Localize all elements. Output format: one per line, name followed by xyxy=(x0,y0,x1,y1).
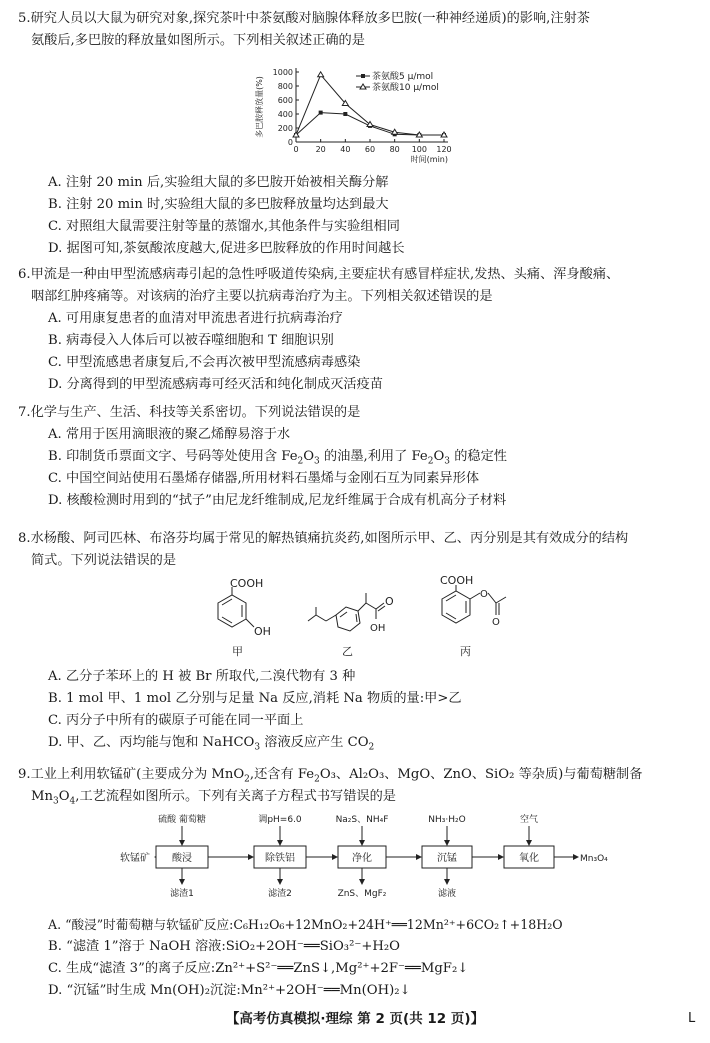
q9-option-c: C. 生成“滤渣 3”的离子反应:Zn²⁺+S²⁻══ZnS↓,Mg²⁺+2F⁻══MgF₂↓ xyxy=(48,961,469,976)
q5-option-d: D. 据图可知,茶氨酸浓度越大,促进多巴胺释放的作用时间越长 xyxy=(48,241,405,256)
q6-option-c: C. 甲型流感患者康复后,不会再次被甲型流感病毒感染 xyxy=(48,355,361,370)
page-mark: L xyxy=(688,1011,696,1026)
bing-label: 丙 xyxy=(460,645,471,658)
question-8 xyxy=(18,528,700,572)
data-point-square xyxy=(319,111,323,115)
flow-reagent-label: Na₂S、NH₄F xyxy=(335,815,389,825)
bing-o2-text: O xyxy=(492,617,500,628)
flow-reagent-label: NH₃·H₂O xyxy=(428,815,466,825)
y-tick-label: 1000 xyxy=(272,68,293,77)
x-tick-label: 0 xyxy=(293,145,299,154)
flow-step-label: 沉锰 xyxy=(437,853,457,864)
legend-label: 茶氨酸5 μ/mol xyxy=(372,72,434,82)
q9-option-a: A. “酸浸”时葡萄糖与软锰矿反应:C₆H₁₂O₆+12MnO₂+24H⁺══12Mn²⁺+6CO₂↑+18H₂O xyxy=(48,917,563,932)
q6-option-d: D. 分离得到的甲型流感病毒可经灭活和纯化制成灭活疫苗 xyxy=(48,377,383,392)
q8-option-b: B. 1 mol 甲、1 mol 乙分别与足量 Na 反应,消耗 Na 物质的量:甲>乙 xyxy=(48,691,462,706)
data-point-triangle xyxy=(318,72,324,77)
jia-label: 甲 xyxy=(232,645,243,658)
q7-stem: 7.化学与生产、生活、科技等关系密切。下列说法错误的是 xyxy=(18,405,361,420)
q7-option-b: B. 印制货币票面文字、号码等处使用含 $Fe_2O_3$ 的油墨,利用了 $Fe_2O_3$ 的稳定性 xyxy=(48,449,507,467)
flow-product-label: Mn₃O₄ xyxy=(580,854,608,864)
legend-label: 茶氨酸10 μ/mol xyxy=(372,83,439,93)
q8-option-d: D. 甲、乙、丙均能与饱和 NaHCO$_3$ 溶液反应产生 $CO_2$ xyxy=(48,735,375,753)
q7-option-c: C. 中国空间站使用石墨烯存储器,所用材料石墨烯与金刚石互为同素异形体 xyxy=(48,471,480,486)
jia-cooh-text: COOH xyxy=(230,577,264,590)
x-tick-label: 40 xyxy=(340,145,351,154)
y-tick-label: 200 xyxy=(277,124,293,133)
q5-stem-line2: 氨酸后,多巴胺的释放量如图所示。下列相关叙述正确的是 xyxy=(31,33,365,48)
molecule-jia xyxy=(218,587,254,627)
flow-reagent-label: 硫酸 葡萄糖 xyxy=(158,815,206,825)
y-axis-label: 多巴胺释放量(%) xyxy=(255,76,264,138)
q9-stem-line2: $Mn_3O_4$,工艺流程如图所示。下列有关离子方程式书写错误的是 xyxy=(31,789,396,807)
q6-stem-line2: 咽部红肿疼痛等。对该病的治疗主要以抗病毒治疗为主。下列相关叙述错误的是 xyxy=(31,289,493,304)
q9-stem-line1: 9.工业上利用软锰矿(主要成分为 MnO$_2$,还含有 $Fe_2O_3$、Al₂O₃、MgO、ZnO、SiO₂ 等杂质)与葡萄糖制备 xyxy=(18,767,643,785)
q7-option-a: A. 常用于医用滴眼液的聚乙烯醇易溶于水 xyxy=(48,427,291,442)
yi-label: 乙 xyxy=(342,645,353,658)
flow-waste-label: 滤渣1 xyxy=(170,889,194,899)
flow-step-label: 氧化 xyxy=(519,853,539,864)
data-point-square xyxy=(343,112,347,116)
x-tick-label: 100 xyxy=(411,145,427,154)
x-tick-label: 60 xyxy=(364,145,376,154)
q9-options xyxy=(18,914,700,1002)
q5-option-b: B. 注射 20 min 时,实验组大鼠的多巴胺释放量均达到最大 xyxy=(48,197,389,212)
question-5 xyxy=(18,8,700,52)
process-flow-diagram xyxy=(118,812,608,912)
y-tick-label: 800 xyxy=(277,82,293,91)
q9-option-d: D. “沉锰”时生成 Mn(OH)₂沉淀:Mn²⁺+2OH⁻══Mn(OH)₂↓ xyxy=(48,983,411,998)
molecule-structures xyxy=(190,575,530,663)
q5-stem-line1: 5.研究人员以大鼠为研究对象,探究茶叶中茶氨酸对脑腺体释放多巴胺(一种神经递质)的影响,注射茶 xyxy=(18,11,590,26)
flow-input-label: 软锰矿 xyxy=(120,853,150,864)
q7-option-d: D. 核酸检测时用到的“拭子”由尼龙纤维制成,尼龙纤维属于合成有机高分子材料 xyxy=(48,493,507,508)
q6-stem-line1: 6.甲流是一种由甲型流感病毒引起的急性呼吸道传染病,主要症状有感冒样症状,发热、头痛、浑身酸痛、 xyxy=(18,267,620,282)
question-6 xyxy=(18,264,700,396)
q5-options xyxy=(18,172,700,260)
q8-options xyxy=(18,666,700,754)
q6-option-a: A. 可用康复患者的血清对甲流患者进行抗病毒治疗 xyxy=(48,311,343,326)
flow-waste-label: 滤渣2 xyxy=(268,889,292,899)
bing-cooh-text: COOH xyxy=(440,574,474,587)
x-tick-label: 120 xyxy=(436,145,452,154)
flow-step-label: 除铁铝 xyxy=(265,853,295,864)
q5-option-a: A. 注射 20 min 后,实验组大鼠的多巴胺开始被相关酶分解 xyxy=(48,175,389,190)
flow-waste-label: 滤液 xyxy=(437,889,457,899)
q6-option-b: B. 病毒侵入人体后可以被吞噬细胞和 T 细胞识别 xyxy=(48,333,334,348)
q8-option-a: A. 乙分子苯环上的 H 被 Br 所取代,二溴代物有 3 种 xyxy=(48,669,356,684)
page-footer: 【高考仿真模拟·理综 第 2 页(共 12 页)】 xyxy=(225,1011,485,1027)
q8-stem-line1: 8.水杨酸、阿司匹林、布洛芬均属于常见的解热镇痛抗炎药,如图所示甲、乙、丙分别是其有效成分的结构 xyxy=(18,531,629,546)
flow-reagent-label: 调pH=6.0 xyxy=(258,815,302,825)
dopamine-chart xyxy=(248,58,463,168)
question-7 xyxy=(18,402,700,512)
y-tick-label: 400 xyxy=(277,110,293,119)
q9-option-b: B. “滤渣 1”溶于 NaOH 溶液:SiO₂+2OH⁻══SiO₃²⁻+H₂O xyxy=(48,939,400,954)
flow-reagent-label: 空气 xyxy=(519,815,539,825)
x-axis-label: 时间(min) xyxy=(410,155,448,164)
yi-o-text: O xyxy=(385,595,394,608)
flow-step-label: 酸浸 xyxy=(172,853,192,864)
q8-stem-line2: 简式。下列说法错误的是 xyxy=(31,553,177,568)
yi-oh-text: OH xyxy=(370,623,386,634)
legend-marker-square xyxy=(361,74,365,78)
q8-option-c: C. 丙分子中所有的碳原子可能在同一平面上 xyxy=(48,713,304,728)
x-tick-label: 20 xyxy=(315,145,326,154)
q5-option-c: C. 对照组大鼠需要注射等量的蒸馏水,其他条件与实验组相同 xyxy=(48,219,400,234)
question-9 xyxy=(18,764,700,808)
bing-o-text: O xyxy=(480,589,488,600)
flow-waste-label: ZnS、MgF₂ xyxy=(337,889,387,899)
x-tick-label: 80 xyxy=(389,145,400,154)
y-tick-label: 0 xyxy=(287,138,293,147)
jia-oh-text: OH xyxy=(254,625,271,638)
flow-step-label: 净化 xyxy=(352,853,372,864)
y-tick-label: 600 xyxy=(277,96,293,105)
